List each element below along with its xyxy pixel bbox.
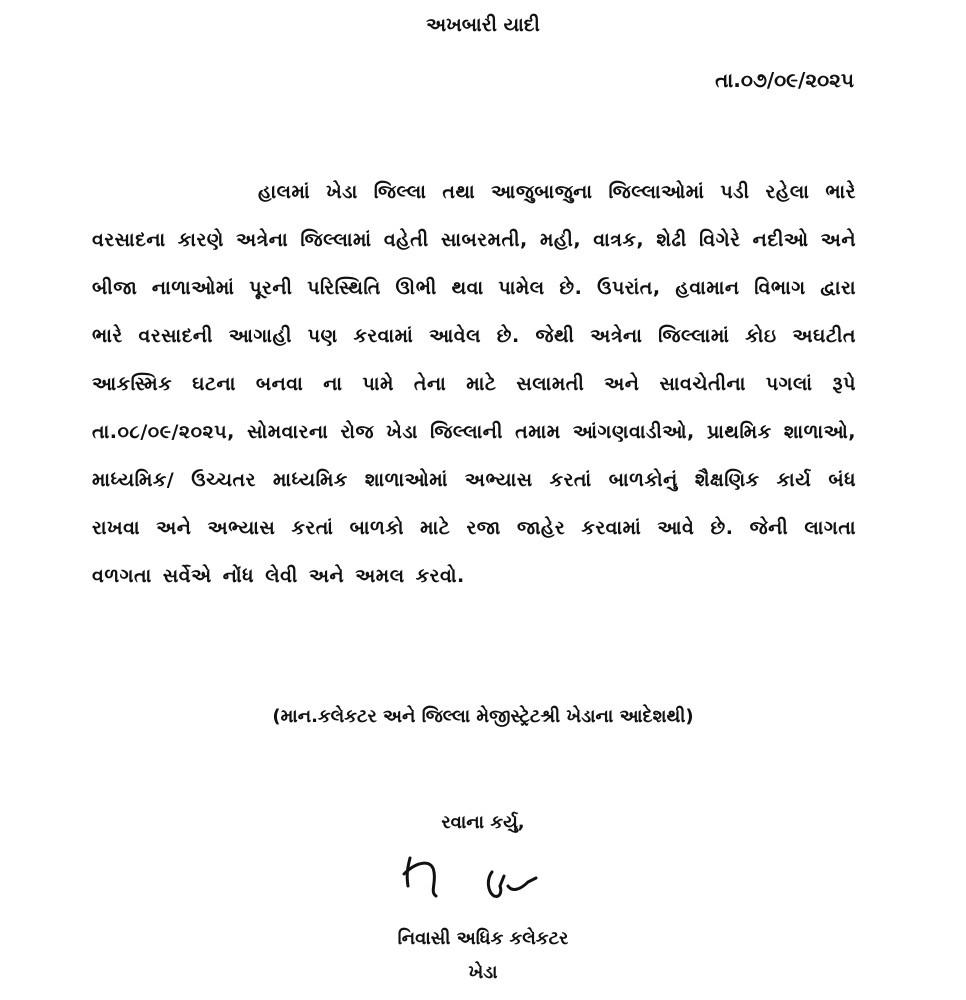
signatory-place: ખેડા	[468, 962, 498, 983]
body-paragraph: હાલમાં ખેડા જિલ્લા તથા આજુબાજુના જિલ્લાઓમાં પડી રહેલા ભારે વરસાદના કારણે અત્રેના જિલ્લામાં વહેતી સાબરમતી, મહી, વાત્રક, શેઢી વિગેરે નદીઓ અને બીજા નાળાઓમાં પૂરની પરિસ્થિતિ ઊભી થવા પામેલ છે. ઉપરાંત, હવામાન વિભાગ દ્વારા ભારે વરસાદની આગાહી પણ કરવામાં આવેલ છે. જેથી અત્રેના જિલ્લામાં કોઇ અઘટીત આકસ્મિક ઘટના બનવા ના પામે તેના માટે સલામતી અને સાવચેતીના પગલાં રૂપે તા.૦૮/૦૯/૨૦૨૫, સોમવારના રોજ ખેડા જિલ્લાની તમામ આંગણવાડીઓ, પ્રાથમિક શાળાઓ, માધ્યમિક/ ઉચ્ચતર માધ્યમિક શાળાઓમાં અભ્યાસ કરતાં બાળકોનું શૈક્ષણિક કાર્ય બંધ રાખવા અને અભ્યાસ કરતાં બાળકો માટે રજા જાહેર કરવામાં આવે છે. જેની લાગતા વળગતા સર્વેએ નોંધ લેવી અને અમલ કરવો.	[92, 181, 856, 587]
document-date: તા.૦૭/૦૯/૨૦૨૫	[715, 68, 854, 92]
handwritten-signature-icon	[396, 852, 556, 912]
document-title: અખબારી યાદી	[426, 14, 540, 36]
order-note: (માન.કલેકટર અને જિલ્લા મેજીસ્ટ્રેટશ્રી ખેડાના આદેશથી)	[272, 706, 694, 727]
forwarded-label: રવાના કર્યુ,	[441, 812, 525, 833]
signatory-designation: નિવાસી અધિક કલેકટર	[397, 928, 569, 949]
